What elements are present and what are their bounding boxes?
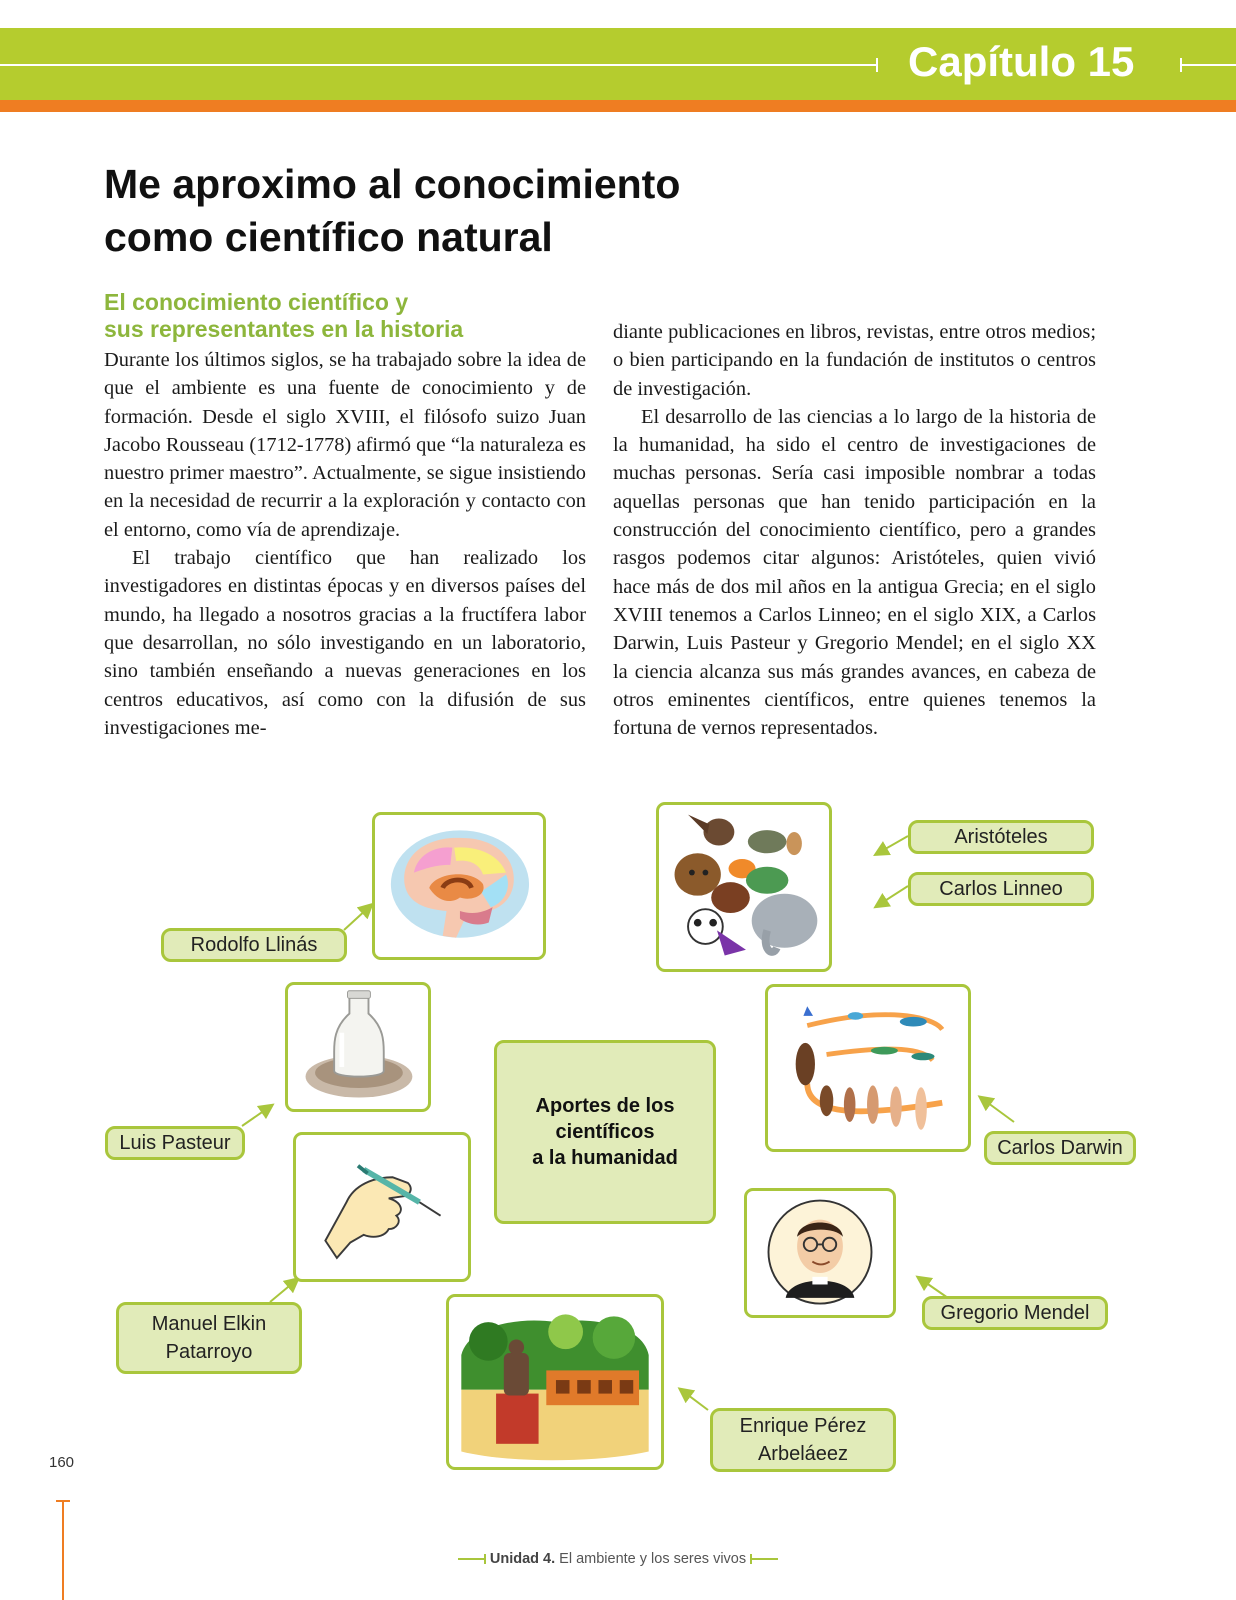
body-column-right — [613, 318, 1096, 742]
page-number: 160 — [49, 1454, 75, 1471]
label-manuel-elkin-patarroyo — [116, 1302, 302, 1374]
label-perez-line1: Enrique Pérez — [739, 1415, 867, 1437]
label-gregorio-mendel — [922, 1296, 1108, 1330]
center-line2: científicos — [555, 1121, 655, 1143]
label-perez-line2: Arbeláeez — [757, 1443, 849, 1465]
label-rodolfo-llinas-text: Rodolfo Llinás — [190, 934, 318, 956]
footer-unit-title: El ambiente y los seres vivos — [559, 1551, 747, 1567]
botanical-garden-image — [446, 1294, 664, 1470]
label-carlos-darwin-text: Carlos Darwin — [997, 1137, 1123, 1159]
label-enrique-perez-arbelaez — [710, 1408, 896, 1472]
arrow-darwin — [984, 1100, 1014, 1122]
label-patarroyo-line1: Manuel Elkin — [151, 1313, 267, 1335]
footer-rule-left — [458, 1558, 486, 1560]
section-heading-line2: sus representantes en la historia — [104, 316, 464, 342]
footer-rule-right — [750, 1558, 778, 1560]
header-rule-tick-right — [1180, 58, 1182, 72]
milk-bottle-image — [285, 982, 431, 1112]
mendel-portrait-image — [744, 1188, 896, 1318]
arrow-llinas — [344, 908, 368, 930]
header-orange-stripe — [0, 100, 1236, 112]
evolution-image — [765, 984, 971, 1152]
footer-unit: Unidad 4. — [489, 1551, 556, 1567]
arrow-aristoteles — [880, 836, 908, 852]
header-rule-tick-left — [876, 58, 878, 72]
label-aristoteles-text: Aristóteles — [954, 826, 1048, 848]
header-rule-left — [0, 64, 878, 66]
arrow-pasteur — [242, 1108, 268, 1126]
label-luis-pasteur-text: Luis Pasteur — [119, 1132, 231, 1154]
label-rodolfo-llinas — [161, 928, 347, 962]
page-title-line2: como científico natural — [104, 214, 553, 260]
label-carlos-linneo — [908, 872, 1094, 906]
page-title — [104, 158, 804, 264]
arrow-patarroyo — [270, 1282, 294, 1302]
page-title-line1: Me aproximo al conocimiento — [104, 161, 681, 207]
label-gregorio-mendel-text: Gregorio Mendel — [940, 1302, 1090, 1324]
label-carlos-darwin — [984, 1131, 1136, 1165]
paragraph-rousseau: Durante los últimos siglos, se ha trabajado sobre la idea de que el ambiente es una fuente de conocimiento y de formación. Desde el siglo XVIII, el filósofo suizo Juan Jacobo Rousseau (1712-1778) afirmó que “la naturaleza es nuestro primer maestro”. Actualmente, se sigue insistiendo en la necesidad de recurrir a la exploración y contacto con el entorno, como vía de aprendizaje. — [104, 349, 586, 541]
section-heading-line1: El conocimiento científico y — [104, 289, 409, 315]
label-aristoteles — [908, 820, 1094, 854]
left-margin-rule-tick — [56, 1500, 70, 1502]
paragraph-scientific-work: El trabajo científico que han realizado los investigadores en distintas épocas y en diversos países del mundo, ha llegado a nosotros gracias a la fructífera labor que desarrollan, no sólo investigando en un laboratorio, sino también enseñando a nuevas generaciones en los centros educativos, así como con la difusión de sus investigaciones me- — [104, 547, 586, 739]
header-rule-right — [1180, 64, 1236, 66]
diagram-center-box — [494, 1040, 716, 1224]
animals-image — [656, 802, 832, 972]
label-carlos-linneo-text: Carlos Linneo — [939, 878, 1063, 900]
section-heading — [104, 289, 584, 343]
chapter-title: Capítulo 15 — [908, 38, 1135, 85]
center-line3: a la humanidad — [532, 1147, 678, 1169]
label-patarroyo-line2: Patarroyo — [165, 1341, 253, 1363]
paragraph-history-of-science: El desarrollo de las ciencias a lo largo de la historia de la humanidad, ha sido el centro de investigaciones de muchas personas. Sería casi imposible nombrar a todas aquellas personas que han tenido participación en la construcción del conocimiento científico, pero a grandes rasgos podemos citar algunos: Aristóteles, quien vivió hace más de dos mil años en la antigua Grecia; en el siglo XVIII tenemos a Carlos Linneo; en el siglo XIX, a Carlos Darwin, Luis Pasteur y Gregorio Mendel; en el siglo XX la ciencia alcanza sus más grandes avances, en cabeza de otros eminentes científicos, entre quienes tenemos la fortuna de vernos representados. — [613, 405, 1096, 740]
paragraph-publications: diante publicaciones en libros, revistas, entre otros medios; o bien participando en la fundación de institutos o centros de investigación. — [613, 321, 1096, 400]
arrow-perez — [684, 1392, 708, 1410]
footer — [0, 1551, 1236, 1567]
left-margin-rule — [62, 1500, 64, 1600]
syringe-hand-image — [293, 1132, 471, 1282]
center-line1: Aportes de los — [535, 1095, 675, 1117]
body-column-left — [104, 346, 586, 742]
brain-image — [372, 812, 546, 960]
arrow-linneo — [880, 886, 908, 904]
label-luis-pasteur — [105, 1126, 245, 1160]
